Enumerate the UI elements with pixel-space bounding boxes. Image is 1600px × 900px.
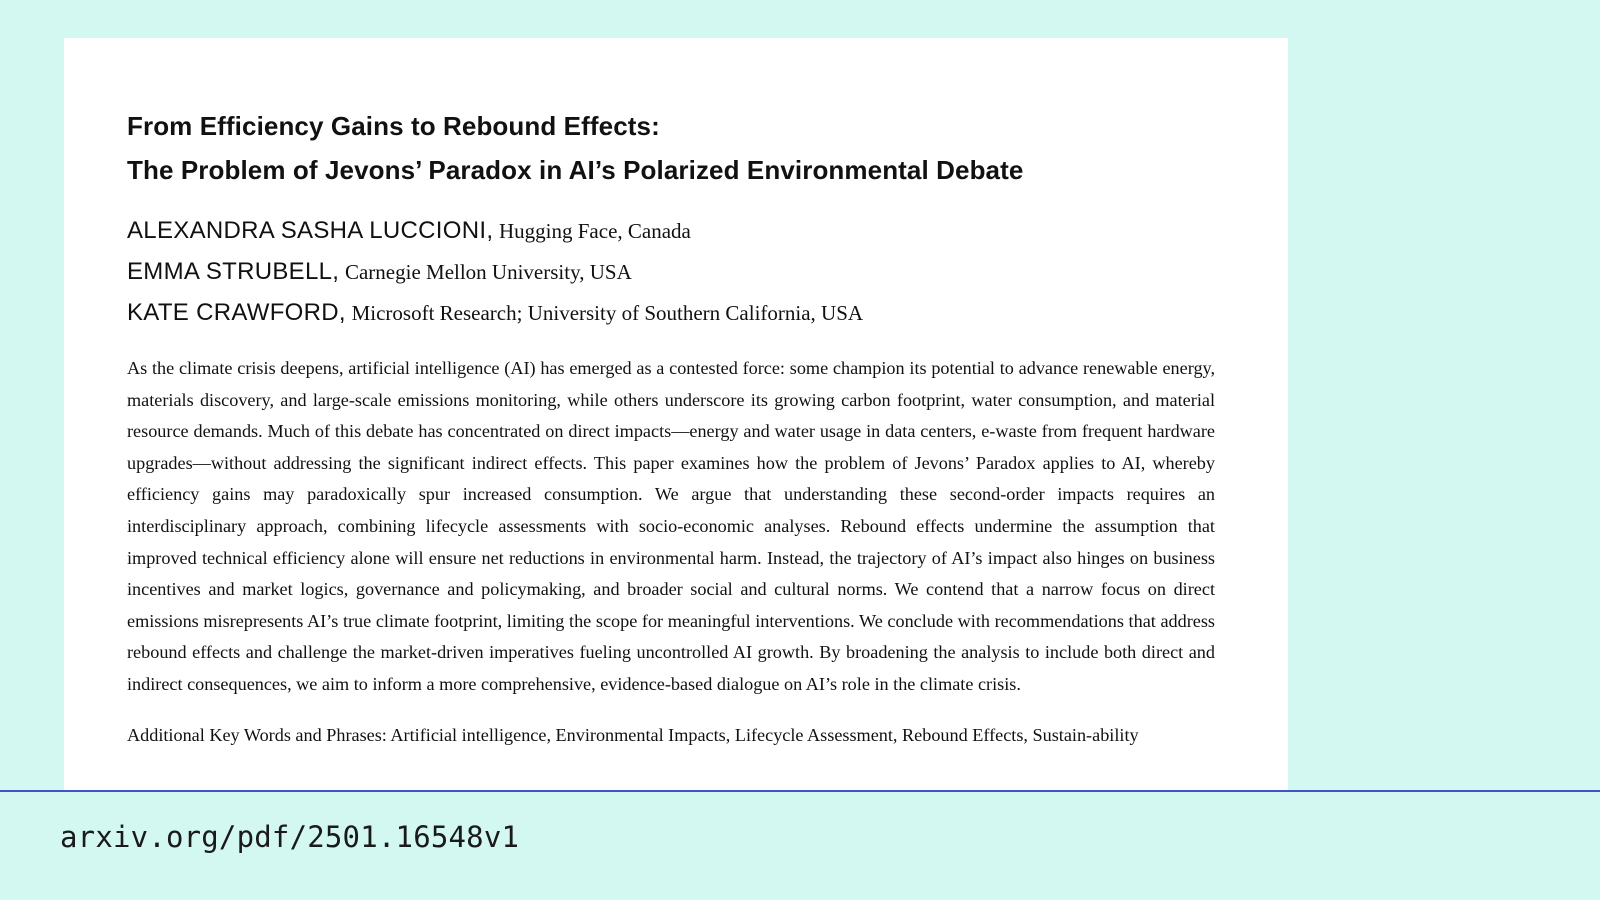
divider: [0, 790, 1600, 792]
paper-title-line-2: The Problem of Jevons’ Paradox in AI’s Polarized Environmental Debate: [127, 155, 1024, 185]
author-separator: ,: [486, 217, 493, 244]
author-affiliation: Carnegie Mellon University, USA: [344, 260, 632, 284]
author-name: KATE CRAWFORD: [127, 299, 339, 326]
author-separator: ,: [338, 299, 346, 326]
paper-page: [64, 38, 1288, 791]
keywords: Additional Key Words and Phrases: Artificial intelligence, Environmental Impacts, Lifecycle Assessment, Rebound Effects, Sustain-ability: [127, 724, 1139, 745]
paper-title-line-1: From Efficiency Gains to Rebound Effects:: [127, 111, 660, 141]
source-url: arxiv.org/pdf/2501.16548v1: [60, 820, 520, 854]
paper-content: [127, 104, 1215, 751]
author-name: ALEXANDRA SASHA LUCCIONI: [127, 217, 487, 244]
author-affiliation: Hugging Face, Canada: [499, 219, 691, 243]
author-affiliation: Microsoft Research; University of Southern California, USA: [351, 301, 864, 325]
author-entry: [127, 210, 1215, 251]
author-entry: [127, 292, 1215, 333]
author-list: [127, 210, 1215, 333]
abstract: As the climate crisis deepens, artificial intelligence (AI) has emerged as a contested force: some champion its potential to advance renewable energy, materials discovery, and large-scale emissions monitoring, while others underscore its growing carbon footprint, water consumption, and material resource demands. Much of this debate has concentrated on direct impacts—energy and water usage in data centers, e-waste from frequent hardware upgrades—without addressing the significant indirect effects. This paper examines how the problem of Jevons’ Paradox applies to AI, whereby efficiency gains may paradoxically spur increased consumption. We argue that understanding these second-order impacts requires an interdisciplinary approach, combining lifecycle assessments with socio-economic analyses. Rebound effects undermine the assumption that improved technical efficiency alone will ensure net reductions in environmental harm. Instead, the trajectory of AI’s impact also hinges on business incentives and market logics, governance and policymaking, and broader social and cultural norms. We contend that a narrow focus on direct emissions misrepresents AI’s true climate footprint, limiting the scope for meaningful interventions. We conclude with recommendations that address rebound effects and challenge the market-driven imperatives fueling uncontrolled AI growth. By broadening the analysis to include both direct and indirect consequences, we aim to inform a more comprehensive, evidence-based dialogue on AI’s role in the climate crisis.: [127, 358, 1215, 694]
author-separator: ,: [332, 258, 339, 285]
author-name: EMMA STRUBELL: [127, 258, 333, 285]
author-entry: [127, 251, 1215, 292]
